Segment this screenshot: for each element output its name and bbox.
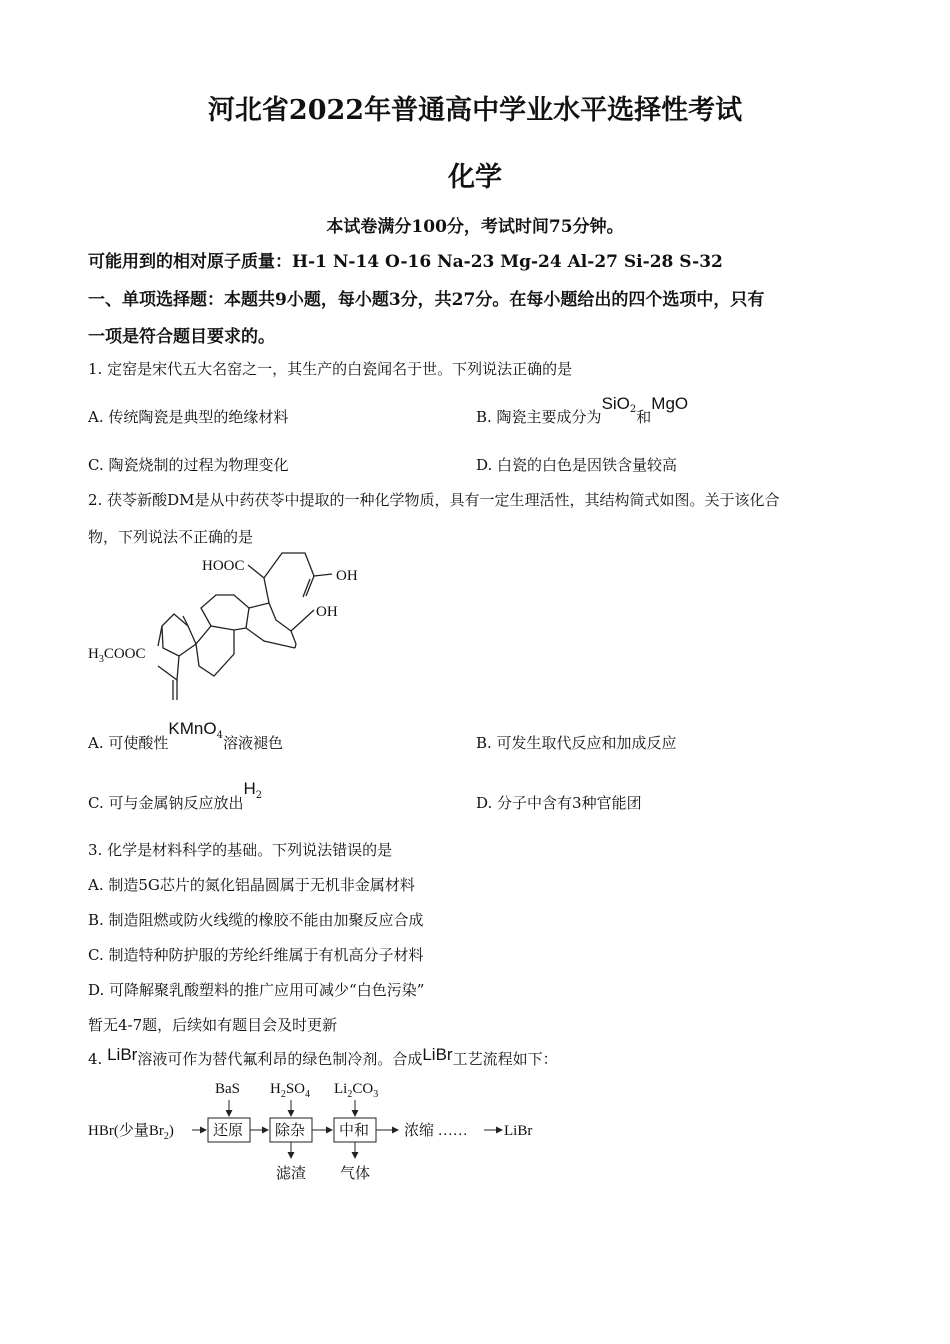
- q3-option-d: D. 可降解聚乳酸塑料的推广应用可减少“白色污染”: [88, 981, 425, 999]
- q2-stem-line1: 2. 茯苓新酸DM是从中药茯苓中提取的一种化学物质，具有一定生理活性，其结构简式如图。关于该化合: [88, 491, 780, 509]
- q2-formula-h2-sub: 2: [255, 790, 263, 801]
- q2-option-d: D. 分子中含有3种官能团: [476, 794, 642, 812]
- q4-stem-middle: 溶液可作为替代氟利昂的绿色制冷剂。合成: [137, 1050, 423, 1068]
- q4-stem: [88, 1044, 558, 1068]
- q2-option-a-prefix: A. 可使酸性: [88, 734, 169, 752]
- q4-formula-libr-1: LiBr: [107, 1045, 138, 1064]
- structure-hooc-label: HOOC: [202, 558, 245, 574]
- q2-option-b: B. 可发生取代反应和加成反应: [476, 734, 677, 752]
- q1-formula-sio2: SiO: [601, 394, 630, 413]
- q1-option-d: D. 白瓷的白色是因铁含量较高: [476, 456, 678, 474]
- structure-oh2-label: OH: [316, 604, 338, 620]
- missing-questions-notice: 暂无4-7题，后续如有题目会及时更新: [88, 1016, 338, 1034]
- subject-title: 化学: [448, 162, 502, 193]
- q2-option-a-suffix: 溶液褪色: [222, 734, 283, 752]
- q3-option-a: A. 制造5G芯片的氮化铝晶圆属于无机非金属材料: [88, 876, 415, 894]
- q2-formula-h2: H: [243, 779, 256, 798]
- q4-stem-suffix: 工艺流程如下：: [452, 1050, 558, 1068]
- q4-formula-libr-2: LiBr: [422, 1045, 453, 1064]
- exam-title: 河北省2022年普通高中学业水平选择性考试: [207, 95, 743, 126]
- flow-output-gas: 气体: [340, 1166, 371, 1182]
- q1-stem: 1. 定窑是宋代五大名窑之一，其生产的白瓷闻名于世。下列说法正确的是: [88, 360, 573, 378]
- structure-ester-label: $H_3COOC$: [88, 646, 146, 665]
- q3-option-c: C. 制造特种防护服的芳纶纤维属于有机高分子材料: [88, 946, 424, 964]
- q3-stem: 3. 化学是材料科学的基础。下列说法错误的是: [88, 841, 393, 859]
- q1-formula-sio2-sub: 2: [629, 404, 637, 415]
- q2-option-c: [88, 778, 263, 812]
- flow-product-libr: LiBr: [504, 1123, 533, 1139]
- structure-oh1-label: OH: [336, 568, 358, 584]
- flow-reagent-li2co3: $Li_2CO_3$: [334, 1081, 379, 1100]
- flow-reagent-bas: BaS: [215, 1081, 241, 1097]
- q1-formula-mgo: MgO: [651, 394, 689, 413]
- q1-option-b-prefix: B. 陶瓷主要成分为: [476, 408, 602, 426]
- q1-option-a: A. 传统陶瓷是典型的绝缘材料: [88, 408, 289, 426]
- flow-reagent-h2so4: $H_2SO_4$: [270, 1081, 311, 1100]
- atomic-masses: 可能用到的相对原子质量：H-1 N-14 O-16 Na-23 Mg-24 Al-27 Si-28 S-32: [88, 252, 723, 272]
- flow-step-impurity-removal: 除杂: [275, 1123, 306, 1139]
- libr-process-flowchart: [86, 1078, 546, 1188]
- q2-option-a: [88, 718, 283, 752]
- q1-option-b: [476, 393, 689, 426]
- section-heading-line1: 一、单项选择题：本题共9小题，每小题3分，共27分。在每小题给出的四个选项中，只有: [88, 290, 765, 310]
- q2-stem-line2: 物，下列说法不正确的是: [88, 528, 254, 546]
- q4-number: 4.: [88, 1050, 108, 1068]
- section-heading-line2: 一项是符合题目要求的。: [88, 327, 275, 347]
- molecule-structure-diagram: [86, 548, 386, 708]
- flow-output-residue: 滤渣: [276, 1166, 307, 1182]
- q2-option-c-prefix: C. 可与金属钠反应放出: [88, 794, 244, 812]
- q1-option-b-and: 和: [636, 408, 652, 426]
- flow-start-label: HBr(少量$Br_2$): [88, 1123, 174, 1142]
- flow-step-concentrate: 浓缩 ……: [404, 1123, 468, 1139]
- q2-formula-kmno4-sub: 4: [216, 730, 223, 741]
- q1-option-c: C. 陶瓷烧制的过程为物理变化: [88, 456, 289, 474]
- flow-step-reduction: 还原: [213, 1123, 244, 1139]
- q3-option-b: B. 制造阻燃或防火线缆的橡胶不能由加聚反应合成: [88, 911, 424, 929]
- flow-step-neutralization: 中和: [339, 1123, 370, 1139]
- q2-formula-kmno4: KMnO: [168, 719, 217, 738]
- exam-info: 本试卷满分100分，考试时间75分钟。: [326, 217, 624, 237]
